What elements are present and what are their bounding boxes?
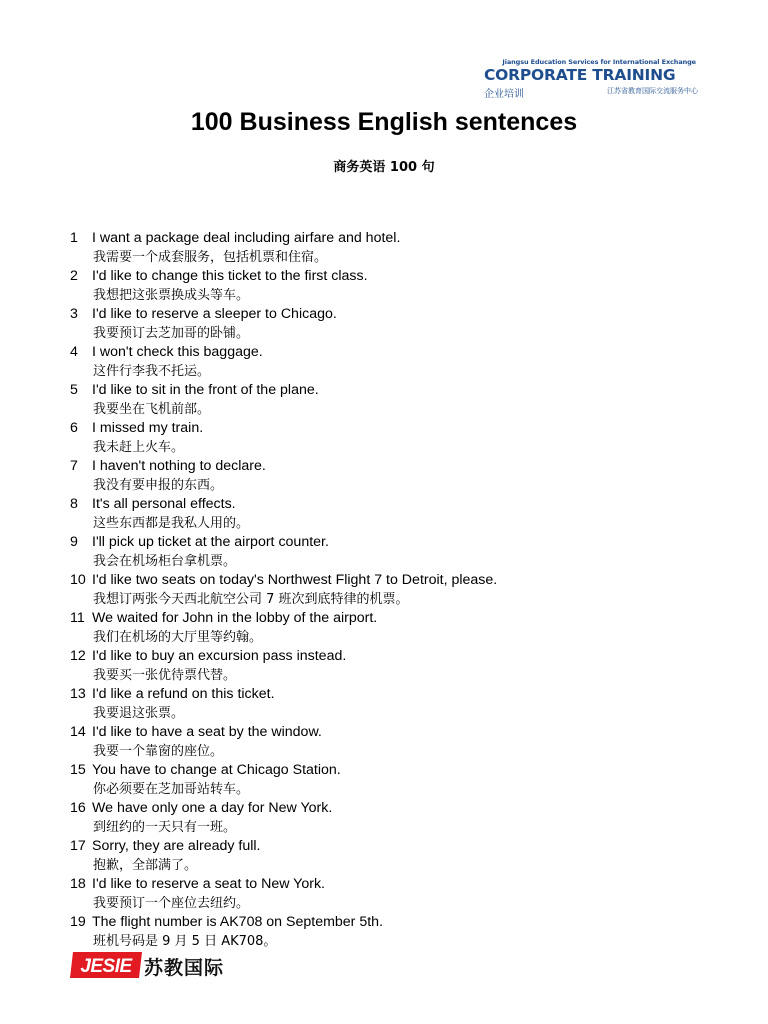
list-item — [70, 381, 730, 419]
list-item — [70, 685, 730, 723]
sentence-number: 9 — [70, 534, 78, 550]
sentence-number: 10 — [70, 572, 86, 588]
sentence-chinese: 我要一个靠窗的座位。 — [93, 744, 224, 759]
sentence-english-text: I'd like to reserve a sleeper to Chicago. — [92, 306, 337, 322]
sentence-english — [70, 571, 730, 590]
sentence-chinese: 你必须要在芝加哥站转车。 — [93, 782, 250, 797]
sentence-chinese: 我想把这张票换成头等车。 — [93, 288, 250, 303]
sentence-english-text: Sorry, they are already full. — [92, 838, 261, 854]
logo-cn-left: 企业培训 — [484, 89, 524, 100]
sentence-english — [70, 913, 730, 932]
sentence-number: 7 — [70, 458, 78, 474]
sentence-number: 4 — [70, 344, 78, 360]
logo-cn-right: 江苏省教育国际交流服务中心 — [607, 87, 698, 95]
sentence-english-text: I'd like to sit in the front of the plane. — [92, 382, 319, 398]
sentence-chinese: 抱歉，全部满了。 — [93, 858, 198, 873]
list-item — [70, 609, 730, 647]
sentence-number: 14 — [70, 724, 86, 740]
sentence-number: 8 — [70, 496, 78, 512]
sentence-english — [70, 837, 730, 856]
sentence-english-text: I'd like a refund on this ticket. — [92, 686, 275, 702]
list-item — [70, 229, 730, 267]
sentence-english-text: The flight number is AK708 on September 5th. — [92, 914, 384, 930]
sentence-english — [70, 685, 730, 704]
list-item — [70, 419, 730, 457]
sentence-english-text: I want a package deal including airfare and hotel. — [92, 230, 401, 246]
sentence-chinese: 我要退这张票。 — [93, 706, 185, 721]
sentence-english — [70, 305, 730, 324]
jeste-logo — [70, 952, 230, 980]
list-item — [70, 267, 730, 305]
list-item — [70, 647, 730, 685]
sentence-english — [70, 609, 730, 628]
list-item — [70, 837, 730, 875]
jeste-logo-latin: JESIE — [80, 956, 132, 977]
corporate-training-logo — [484, 58, 700, 102]
sentence-english-text: I'd like to buy an excursion pass instead. — [92, 648, 347, 664]
sentence-chinese: 我要预订一个座位去纽约。 — [93, 896, 250, 911]
list-item — [70, 913, 730, 951]
sentence-chinese: 这件行李我不托运。 — [93, 364, 211, 379]
sentence-chinese: 班机号码是 9 月 5 日 AK708。 — [93, 934, 277, 949]
sentence-number: 6 — [70, 420, 78, 436]
sentence-chinese: 我需要一个成套服务，包括机票和住宿。 — [93, 250, 328, 265]
logo-subtitle: Jiangsu Education Services for International Exchange — [502, 58, 696, 66]
sentence-chinese: 我要买一张优待票代替。 — [93, 668, 237, 683]
sentence-english — [70, 647, 730, 666]
sentence-number: 2 — [70, 268, 78, 284]
sentence-chinese: 这些东西都是我私人用的。 — [93, 516, 250, 531]
sentence-english-text: I won't check this baggage. — [92, 344, 263, 360]
list-item — [70, 761, 730, 799]
sentence-chinese: 我未赶上火车。 — [93, 440, 185, 455]
sentence-english — [70, 723, 730, 742]
sentence-chinese: 我没有要申报的东西。 — [93, 478, 224, 493]
sentence-english — [70, 495, 730, 514]
list-item — [70, 723, 730, 761]
jeste-logo-mark — [70, 952, 142, 978]
sentence-english-text: You have to change at Chicago Station. — [92, 762, 341, 778]
sentence-english — [70, 267, 730, 286]
sentence-english-text: I'd like to have a seat by the window. — [92, 724, 322, 740]
sentence-list — [70, 229, 730, 951]
sentence-number: 17 — [70, 838, 86, 854]
sentence-english — [70, 799, 730, 818]
list-item — [70, 343, 730, 381]
sentence-number: 16 — [70, 800, 86, 816]
sentence-chinese: 到纽约的一天只有一班。 — [93, 820, 237, 835]
logo-main-text: CORPORATE TRAINING — [484, 66, 676, 84]
sentence-english-text: I'd like to change this ticket to the first class. — [92, 268, 368, 284]
sentence-chinese: 我们在机场的大厅里等约翰。 — [93, 630, 263, 645]
sentence-english — [70, 761, 730, 780]
sentence-english-text: It's all personal effects. — [92, 496, 236, 512]
sentence-english — [70, 457, 730, 476]
sentence-english-text: We have only one a day for New York. — [92, 800, 333, 816]
page-title: 100 Business English sentences — [190, 108, 578, 136]
sentence-english — [70, 533, 730, 552]
sentence-english — [70, 381, 730, 400]
sentence-number: 1 — [70, 230, 78, 246]
sentence-number: 18 — [70, 876, 86, 892]
sentence-number: 11 — [70, 610, 85, 626]
sentence-english — [70, 229, 730, 248]
sentence-number: 5 — [70, 382, 78, 398]
sentence-english-text: I'll pick up ticket at the airport counter. — [92, 534, 329, 550]
sentence-number: 15 — [70, 762, 86, 778]
sentence-number: 13 — [70, 686, 86, 702]
jeste-logo-cn: 苏教国际 — [144, 957, 225, 979]
list-item — [70, 571, 730, 609]
sentence-chinese: 我要预订去芝加哥的卧铺。 — [93, 326, 250, 341]
list-item — [70, 305, 730, 343]
sentence-chinese: 我想订两张今天西北航空公司 7 班次到底特律的机票。 — [93, 592, 409, 607]
sentence-english-text: I missed my train. — [92, 420, 204, 436]
list-item — [70, 457, 730, 495]
list-item — [70, 875, 730, 913]
page-subtitle: 商务英语 100 句 — [333, 160, 435, 175]
list-item — [70, 495, 730, 533]
sentence-english-text: I'd like to reserve a seat to New York. — [92, 876, 325, 892]
sentence-english-text: We waited for John in the lobby of the airport. — [92, 610, 378, 626]
sentence-english — [70, 419, 730, 438]
sentence-number: 3 — [70, 306, 78, 322]
sentence-number: 12 — [70, 648, 86, 664]
sentence-chinese: 我要坐在飞机前部。 — [93, 402, 211, 417]
sentence-english — [70, 343, 730, 362]
sentence-english — [70, 875, 730, 894]
list-item — [70, 799, 730, 837]
list-item — [70, 533, 730, 571]
sentence-english-text: I'd like two seats on today's Northwest Flight 7 to Detroit, please. — [92, 572, 498, 588]
sentence-number: 19 — [70, 914, 86, 930]
sentence-chinese: 我会在机场柜台拿机票。 — [93, 554, 237, 569]
sentence-english-text: I haven't nothing to declare. — [92, 458, 266, 474]
